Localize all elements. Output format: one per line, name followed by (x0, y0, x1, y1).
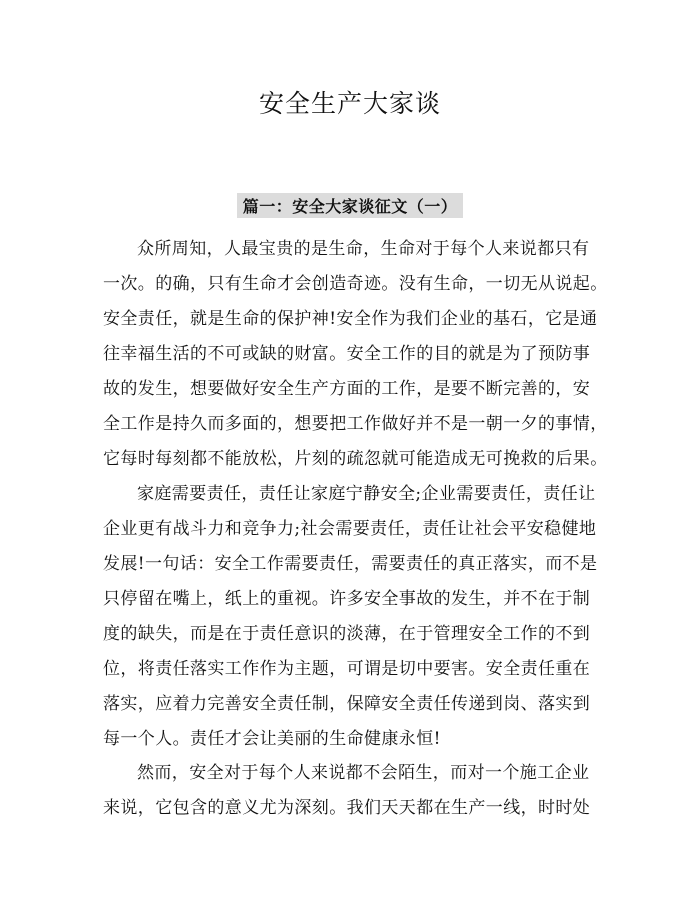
paragraph-line: 只停留在嘴上，纸上的重视。许多安全事故的发生，并不在于制 (103, 589, 591, 609)
section-heading-text: 篇一：安全大家谈征文（一） (237, 193, 464, 218)
paragraph-line: 家庭需要责任，责任让家庭宁静安全;企业需要责任，责任让 (137, 484, 596, 504)
paragraph-line: 一次。的确，只有生命才会创造奇迹。没有生命，一切无从说起。 (103, 274, 608, 294)
paragraph-line: 来说，它包含的意义尤为深刻。我们天天都在生产一线，时时处 (103, 798, 591, 818)
paragraph-line: 发展!一句话：安全工作需要责任，需要责任的真正落实，而不是 (103, 554, 598, 574)
paragraph-line: 它每时每刻都不能放松，片刻的疏忽就可能造成无可挽救的后果。 (103, 449, 608, 469)
paragraph-line: 安全责任，就是生命的保护神!安全作为我们企业的基石，它是通 (103, 309, 598, 329)
paragraph-line: 企业更有战斗力和竞争力;社会需要责任，责任让社会平安稳健地 (103, 519, 597, 539)
paragraph-3 (103, 756, 623, 826)
paragraph-line: 众所周知，人最宝贵的是生命，生命对于每个人来说都只有 (137, 239, 590, 259)
paragraph-1 (103, 232, 623, 477)
paragraph-line: 落实，应着力完善安全责任制，保障安全责任传递到岗、落实到 (103, 694, 591, 714)
paragraph-2 (103, 477, 623, 757)
document-title: 安全生产大家谈 (258, 89, 441, 118)
paragraph-line: 位，将责任落实工作作为主题，可谓是切中要害。安全责任重在 (103, 659, 591, 679)
paragraph-line: 然而，安全对于每个人来说都不会陌生，而对一个施工企业 (137, 763, 590, 783)
paragraph-line: 度的缺失，而是在于责任意识的淡薄，在于管理安全工作的不到 (103, 624, 591, 644)
paragraph-line: 全工作是持久而多面的，想要把工作做好并不是一朝一夕的事情， (103, 414, 608, 434)
paragraph-line: 每一个人。责任才会让美丽的生命健康永恒! (103, 729, 441, 749)
section-heading (0, 193, 700, 218)
paragraph-line: 故的发生，想要做好安全生产方面的工作，是要不断完善的，安 (103, 379, 591, 399)
paragraph-line: 往幸福生活的不可或缺的财富。安全工作的目的就是为了预防事 (103, 344, 591, 364)
